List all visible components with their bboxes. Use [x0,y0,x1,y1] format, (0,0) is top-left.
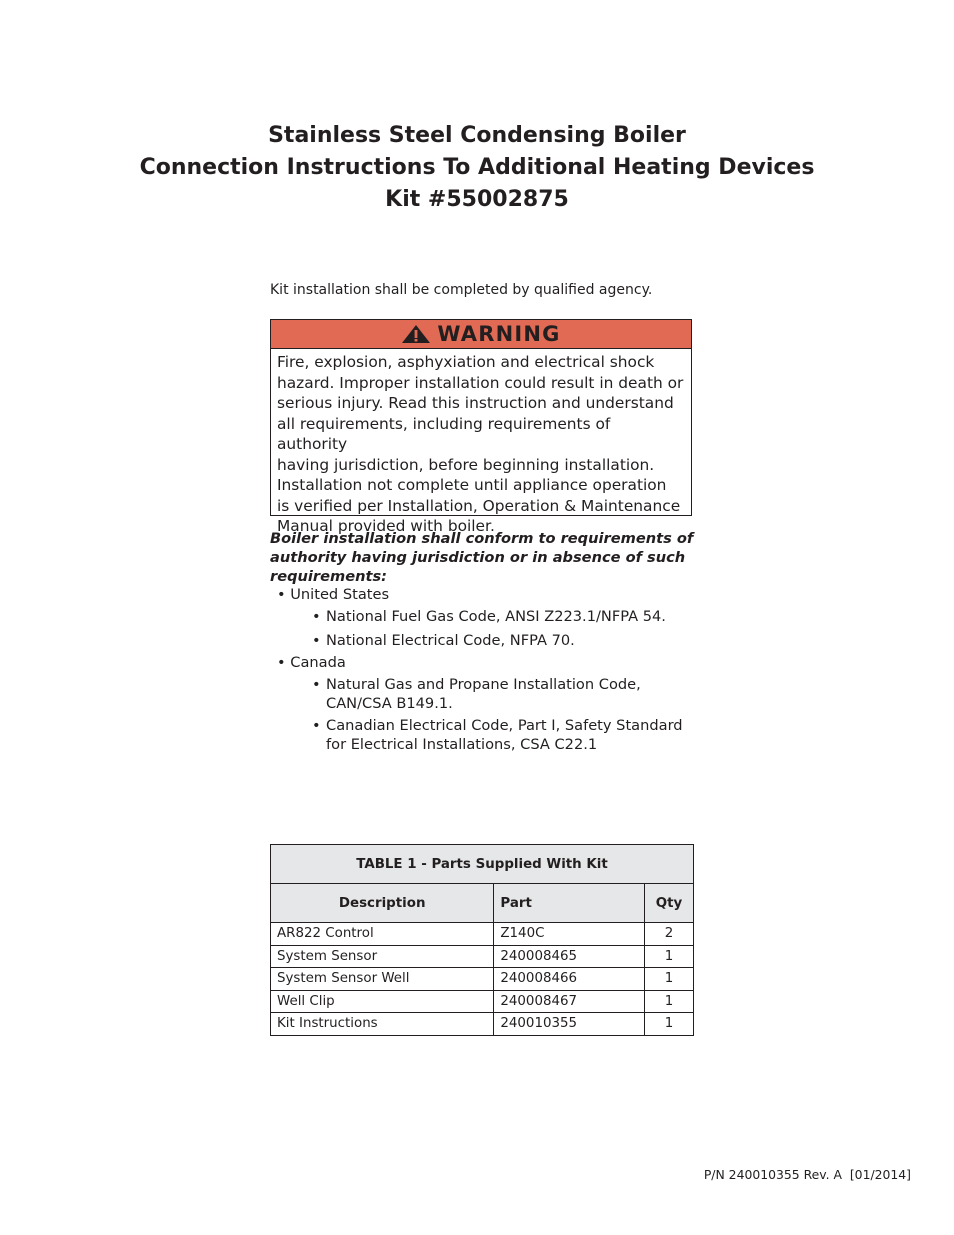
bullet: • [312,717,321,734]
table-row [271,1013,694,1036]
title-line-3: Kit #55002875 [385,187,569,212]
conformance-line: authority having jurisdiction or in absence of such [270,549,686,566]
table-row [271,923,694,946]
warning-text [271,349,691,537]
cell-description: System Sensor [271,945,494,968]
warning-line: Manual provided with boiler. [277,517,495,535]
table-row [271,990,694,1013]
list-item-canada [277,653,346,672]
code-reference-line: for Electrical Installations, CSA C22.1 [326,736,598,753]
cell-qty: 1 [645,990,694,1013]
warning-line: hazard. Improper installation could result in death or [277,373,684,392]
code-reference [326,675,692,713]
table-caption: TABLE 1 - Parts Supplied With Kit [271,845,694,884]
warning-header [271,320,691,349]
title-line-2: Connection Instructions To Additional Heating Devices [139,155,815,180]
code-reference: National Electrical Code, NFPA 70. [326,632,575,649]
parts-table [270,844,694,1036]
warning-line: all requirements, including requirements of authority [277,414,611,453]
code-reference-line: CAN/CSA B149.1. [326,695,453,712]
table-row [271,945,694,968]
cell-qty: 2 [645,923,694,946]
cell-part: 240010355 [494,1013,645,1036]
conformance-line: requirements: [270,568,388,585]
title-line-1: Stainless Steel Condensing Boiler [268,123,686,148]
document-title [0,120,954,216]
bullet: • [277,586,286,603]
list-item-united-states [277,585,389,604]
code-reference [326,716,692,754]
table-row [271,968,694,991]
cell-description: System Sensor Well [271,968,494,991]
warning-line: Installation not complete until appliance operation [277,476,667,494]
table-header-row [271,884,694,923]
conformance-statement [270,529,700,586]
list-item [312,675,692,713]
bullet: • [312,676,321,693]
intro-text: Kit installation shall be completed by qualified agency. [270,282,653,298]
code-reference-line: Natural Gas and Propane Installation Code, [326,676,641,693]
cell-part: 240008467 [494,990,645,1013]
table-caption-row [271,845,694,884]
cell-part: 240008466 [494,968,645,991]
column-header-description: Description [271,884,494,923]
cell-part: Z140C [494,923,645,946]
cell-qty: 1 [645,945,694,968]
column-header-part: Part [494,884,645,923]
warning-line: serious injury. Read this instruction and understand [277,394,674,412]
list-item [312,631,692,650]
cell-qty: 1 [645,968,694,991]
code-reference: National Fuel Gas Code, ANSI Z223.1/NFPA 54. [326,608,666,625]
bullet: • [312,608,321,625]
code-reference-line: Canadian Electrical Code, Part I, Safety Standard [326,717,683,734]
cell-part: 240008465 [494,945,645,968]
warning-line: is verified per Installation, Operation & Maintenance [277,496,681,515]
list-item [312,607,692,626]
cell-description: Well Clip [271,990,494,1013]
warning-line: having jurisdiction, before beginning installation. [277,455,655,474]
conformance-line: Boiler installation shall conform to requirements of [270,530,694,547]
warning-line: Fire, explosion, asphyxiation and electrical shock [277,353,655,371]
bullet: • [312,632,321,649]
warning-triangle-icon [401,324,431,344]
cell-description: AR822 Control [271,923,494,946]
bullet: • [277,654,286,671]
part-number-footer: P/N 240010355 Rev. A [01/2014] [703,1167,911,1182]
cell-description: Kit Instructions [271,1013,494,1036]
country-label: Canada [290,654,346,671]
country-label: United States [290,586,390,603]
warning-box [270,319,692,535]
column-header-qty: Qty [645,884,694,923]
warning-label: WARNING [437,322,561,346]
cell-qty: 1 [645,1013,694,1036]
list-item [312,716,692,754]
